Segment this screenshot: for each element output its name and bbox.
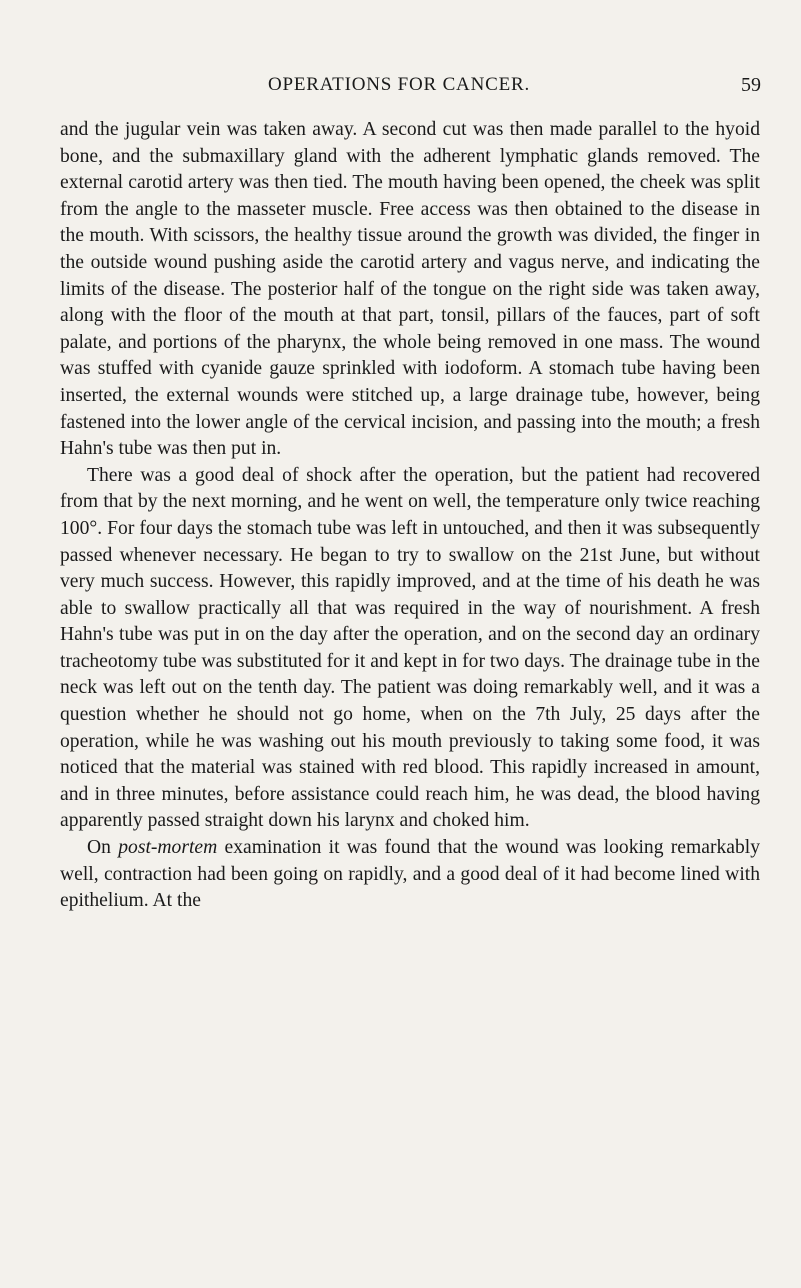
page-number: 59 xyxy=(741,74,761,96)
running-head xyxy=(0,74,801,104)
paragraph-3 xyxy=(60,835,760,915)
paragraph-3-lead: On xyxy=(87,837,119,859)
paragraph-3-text: examination it was found that the wound was looking remarkably well, contraction had been going on rapidly, and a good deal of it had become lined with epithelium. At the xyxy=(60,837,760,912)
running-title: OPERATIONS FOR CANCER. xyxy=(268,74,531,95)
paragraph-2: There was a good deal of shock after the operation, but the patient had recovered from that by the next morning, and he went on well, the temperature only twice reaching 100°. For four days the stomach tube was left in untouched, and then it was subsequently passed whenever necessary. He began to try to swallow on the 21st June, but without very much success. However, this rapidly improved, and at the time of his death he was able to swallow practically all that was required in the way of nourishment. A fresh Hahn's tube was put in on the day after the operation, and on the second day an ordinary tracheotomy tube was substituted for it and kept in for two days. The drainage tube in the neck was left out on the tenth day. The patient was doing remarkably well, and it was a question whether he should not go home, when on the 7th July, 25 days after the operation, while he was washing out his mouth previously to taking some food, it was noticed that the material was stained with red blood. This rapidly increased in amount, and in three minutes, before assistance could reach him, he was dead, the blood having apparently passed straight down his larynx and choked him. xyxy=(60,464,760,832)
paragraph-1: and the jugular vein was taken away. A second cut was then made parallel to the hyoid bone, and the submaxillary gland with the adherent lymphatic glands removed. The external carotid artery was then tied. The mouth having been opened, the cheek was split from the angle to the masseter muscle. Free access was then obtained to the disease in the mouth. With scissors, the healthy tissue around the growth was divided, the finger in the outside wound pushing aside the carotid artery and vagus nerve, and indicating the limits of the disease. The posterior half of the tongue on the right side was taken away, along with the floor of the mouth at that part, tonsil, pillars of the fauces, part of soft palate, and portions of the pharynx, the whole being removed in one mass. The wound was stuffed with cyanide gauze sprinkled with iodoform. A stomach tube having been inserted, the external wounds were stitched up, a large drainage tube, however, being fastened into the lower angle of the cervical incision, and passing into the mouth; a fresh Hahn's tube was then put in. xyxy=(60,119,760,460)
italic-term: post-mortem xyxy=(118,837,218,859)
body-text xyxy=(60,117,760,915)
